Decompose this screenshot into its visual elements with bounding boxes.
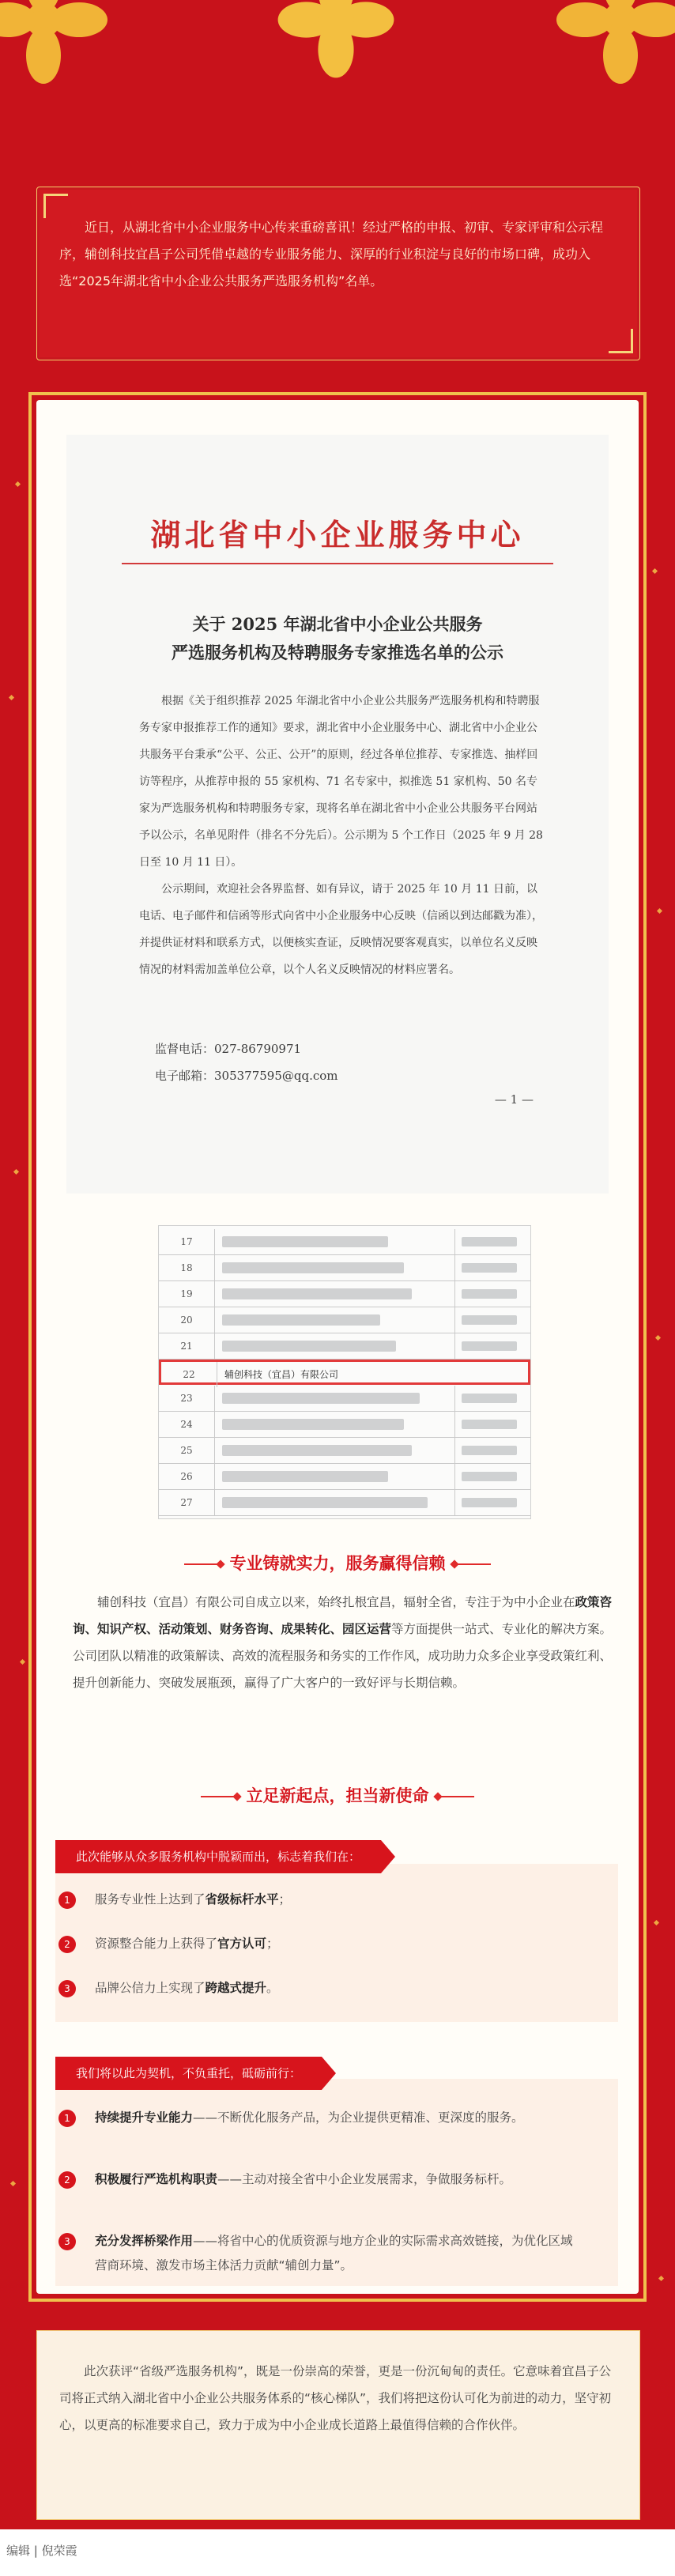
section-title-mission bbox=[0, 1783, 675, 1807]
section-title-professional bbox=[0, 1551, 675, 1575]
document-body bbox=[139, 688, 544, 983]
commitment-item bbox=[64, 2167, 583, 2192]
sparkle-decoration bbox=[654, 1920, 659, 1925]
blurred-company-name bbox=[222, 1288, 412, 1299]
item-bold: 积极履行严选机构职责 bbox=[95, 2172, 218, 2186]
sparkle-decoration bbox=[652, 568, 658, 574]
table-row bbox=[159, 1229, 530, 1255]
section1-text: 等方面提供一站式、专业化的解决方案。公司团队以精准的政策解读、高效的流程服务和务实的工作作风，成功助力众多企业享受政策红利、提升创新能力、突破发展瓶颈，赢得了广大客户的一致好评与长期信赖。 bbox=[73, 1622, 613, 1690]
table-row-number: 24 bbox=[159, 1412, 215, 1437]
table-side-cell bbox=[454, 1229, 530, 1254]
blurred-side-text bbox=[462, 1237, 517, 1247]
document-email: 电子邮箱：305377595@qq.com bbox=[155, 1069, 338, 1083]
blurred-company-name bbox=[222, 1419, 404, 1430]
table-row bbox=[159, 1333, 530, 1360]
commitment-banner: 我们将以此为契机，不负重托，砥砺前行： bbox=[55, 2057, 322, 2090]
blurred-company-name bbox=[222, 1236, 388, 1247]
document-header: 湖北省中小企业服务中心 bbox=[150, 517, 525, 553]
title-decoration bbox=[451, 1559, 492, 1570]
table-row-number: 25 bbox=[159, 1438, 215, 1463]
item-text: 服务专业性上达到了 bbox=[95, 1892, 206, 1907]
table-side-cell bbox=[454, 1490, 530, 1515]
blurred-company-name bbox=[222, 1471, 388, 1482]
table-row-number: 17 bbox=[159, 1229, 215, 1254]
achievement-banner: 此次能够从众多服务机构中脱颖而出，标志着我们在： bbox=[55, 1840, 381, 1873]
table-row bbox=[159, 1464, 530, 1490]
item-text: ——主动对接全省中小企业发展需求，争做服务标杆。 bbox=[217, 2172, 512, 2186]
document-title-line: 严选服务机构及特聘服务专家推选名单的公示 bbox=[172, 643, 503, 662]
table-row bbox=[159, 1386, 530, 1412]
sparkle-decoration bbox=[13, 1169, 19, 1175]
document-header-rule bbox=[122, 563, 553, 564]
editor-credit: 编辑 | 倪荣霞 bbox=[6, 2544, 77, 2558]
number-badge: 3 bbox=[58, 2233, 76, 2250]
item-bold: 持续提升专业能力 bbox=[95, 2110, 194, 2125]
table-row-number: 23 bbox=[159, 1386, 215, 1411]
number-badge: 2 bbox=[58, 2171, 76, 2189]
outro-box bbox=[36, 2330, 640, 2520]
list-table-image bbox=[158, 1225, 531, 1519]
table-row bbox=[159, 1281, 530, 1307]
table-row-number: 22 bbox=[161, 1362, 217, 1387]
item-text: ； bbox=[278, 1892, 292, 1907]
blurred-side-text bbox=[462, 1420, 517, 1429]
document-phone: 监督电话：027-86790971 bbox=[155, 1042, 302, 1056]
document-paragraph: 公示期间，欢迎社会各界监督、如有异议，请于 2025 年 10 月 11 日前，以电话、电子邮件和信函等形式向省中小企业服务中心反映（信函以到达邮戳为准），并提供证材料和联系方式，以便核实查证，反映情况要客观真实，以单位名义反映情况的材料需加盖单位公章，以个人名义反映情况的材料应署名。 bbox=[139, 883, 543, 976]
blurred-side-text bbox=[462, 1446, 517, 1455]
section1-paragraph bbox=[73, 1589, 613, 1696]
flower-decoration-center bbox=[273, 0, 399, 83]
intro-text: 近日，从湖北省中小企业服务中心传来重磅喜讯！经过严格的申报、初审、专家评审和公示程序，辅创科技宜昌子公司凭借卓越的专业服务能力、深厚的行业积淀与良好的市场口碑，成功入选“2025年湖北省中小企业公共服务严选服务机构”名单。 bbox=[59, 220, 604, 289]
table-row bbox=[159, 1490, 530, 1516]
section-title-text: 立足新起点，担当新使命 bbox=[246, 1786, 429, 1805]
item-text: ——不断优化服务产品，为企业提供更精准、更深度的服务。 bbox=[193, 2110, 524, 2125]
blurred-side-text bbox=[462, 1394, 517, 1403]
table-row-number: 20 bbox=[159, 1307, 215, 1333]
item-bold: 省级标杆水平 bbox=[205, 1892, 279, 1907]
table-row-company: 辅创科技（宜昌）有限公司 bbox=[224, 1369, 339, 1380]
title-decoration bbox=[183, 1559, 224, 1570]
section1-services-bold: 政策咨询、知识产权、活动策划、财务咨询、成果转化、园区运营 bbox=[73, 1595, 613, 1636]
achievement-item bbox=[64, 1976, 583, 2001]
table-side-cell bbox=[454, 1281, 530, 1307]
table-row bbox=[159, 1412, 530, 1438]
section-title-text: 专业铸就实力，服务赢得信赖 bbox=[229, 1554, 446, 1573]
notice-document-image bbox=[66, 435, 609, 1194]
table-row bbox=[159, 1255, 530, 1281]
item-text: 资源整合能力上获得了 bbox=[95, 1937, 218, 1951]
table-side-cell bbox=[454, 1333, 530, 1359]
item-bold: 充分发挥桥梁作用 bbox=[95, 2234, 194, 2248]
blurred-company-name bbox=[222, 1445, 412, 1456]
table-row-number: 27 bbox=[159, 1490, 215, 1515]
number-badge: 2 bbox=[58, 1936, 76, 1953]
outro-text: 此次获评“省级严选服务机构”，既是一份崇高的荣誉，更是一份沉甸甸的责任。它意味着宜昌子公司将正式纳入湖北省中小企业公共服务体系的“核心梯队”，我们将把这份认可化为前进的动力，坚守初心，以更高的标准要求自己，致力于成为中小企业成长道路上最值得信赖的合作伙伴。 bbox=[59, 2364, 612, 2432]
item-text: ——将省中心的优质资源与地方企业的实际需求高效链接，为优化区域营商环境、激发市场主体活力贡献“辅创力量”。 bbox=[95, 2234, 573, 2272]
table-side-cell bbox=[454, 1255, 530, 1280]
document-page-number: — 1 — bbox=[494, 1092, 534, 1107]
blurred-side-text bbox=[462, 1315, 517, 1325]
blurred-company-name bbox=[222, 1314, 380, 1326]
blurred-side-text bbox=[462, 1341, 517, 1351]
item-bold: 跨越式提升 bbox=[205, 1981, 267, 1995]
blurred-company-name bbox=[222, 1497, 428, 1508]
commitment-item bbox=[64, 2229, 583, 2278]
document-paragraph: 根据《关于组织推荐 2025 年湖北省中小企业公共服务严选服务机构和特聘服务专家申报推荐工作的通知》要求，湖北省中小企业服务中心、湖北省中小企业公共服务平台秉承“公平、公正、公开”的原则，经过各单位推荐、专家推选、抽样回访等程序，从推荐申报的 55 家机构、71 名专家中，拟推选 51 家机构、50 名专家为严选服务机构和特聘服务专家，现将名单在湖北省中小企业公共服务平台网站予以公示，名单见附件（排名不分先后）。公示期为 5 个工作日（2025 年 9 月 28 日至 10 月 11 日）。 bbox=[139, 695, 543, 869]
sparkle-decoration bbox=[10, 2181, 16, 2186]
sparkle-decoration bbox=[15, 481, 21, 487]
commitment-item bbox=[64, 2106, 583, 2130]
item-text: 。 bbox=[266, 1981, 279, 1995]
item-text: ； bbox=[266, 1937, 279, 1951]
number-badge: 1 bbox=[58, 2110, 76, 2127]
table-row-number: 26 bbox=[159, 1464, 215, 1489]
document-title bbox=[114, 610, 561, 667]
table-row bbox=[159, 1360, 530, 1385]
table-row bbox=[159, 1438, 530, 1464]
achievement-item bbox=[64, 1932, 583, 1956]
sparkle-decoration bbox=[655, 1335, 661, 1341]
blurred-side-text bbox=[462, 1498, 517, 1507]
table-row-number: 19 bbox=[159, 1281, 215, 1307]
table-row bbox=[159, 1307, 530, 1333]
blurred-side-text bbox=[462, 1289, 517, 1299]
document-contact bbox=[155, 1035, 338, 1089]
section1-text: 辅创科技（宜昌）有限公司自成立以来，始终扎根宜昌，辐射全省，专注于为中小企业在 bbox=[97, 1595, 575, 1609]
achievement-item bbox=[64, 1888, 583, 1912]
blurred-company-name bbox=[222, 1393, 420, 1404]
blurred-side-text bbox=[462, 1472, 517, 1481]
achievement-panel bbox=[55, 1864, 618, 2022]
sparkle-decoration bbox=[9, 695, 14, 700]
table-side-cell bbox=[454, 1386, 530, 1411]
sparkle-decoration bbox=[658, 2276, 664, 2281]
blurred-company-name bbox=[222, 1262, 404, 1273]
document-title-line: 关于 2025 年湖北省中小企业公共服务 bbox=[192, 614, 483, 634]
table-side-cell bbox=[454, 1438, 530, 1463]
sparkle-decoration bbox=[20, 1659, 25, 1665]
table-side-cell bbox=[454, 1307, 530, 1333]
table-row-number: 21 bbox=[159, 1333, 215, 1359]
item-text: 品牌公信力上实现了 bbox=[95, 1981, 206, 1995]
flower-decoration-right bbox=[553, 0, 675, 87]
intro-box bbox=[36, 187, 640, 360]
table-side-cell bbox=[454, 1464, 530, 1489]
title-decoration bbox=[199, 1791, 240, 1802]
sparkle-decoration bbox=[657, 908, 662, 914]
number-badge: 3 bbox=[58, 1980, 76, 1997]
blurred-company-name bbox=[222, 1341, 396, 1352]
table-row-number: 18 bbox=[159, 1255, 215, 1280]
commitment-panel bbox=[55, 2079, 618, 2286]
blurred-side-text bbox=[462, 1263, 517, 1273]
flower-decoration-left bbox=[0, 0, 111, 87]
item-bold: 官方认可 bbox=[217, 1937, 267, 1951]
number-badge: 1 bbox=[58, 1891, 76, 1909]
table-side-cell bbox=[454, 1412, 530, 1437]
title-decoration bbox=[435, 1791, 476, 1802]
